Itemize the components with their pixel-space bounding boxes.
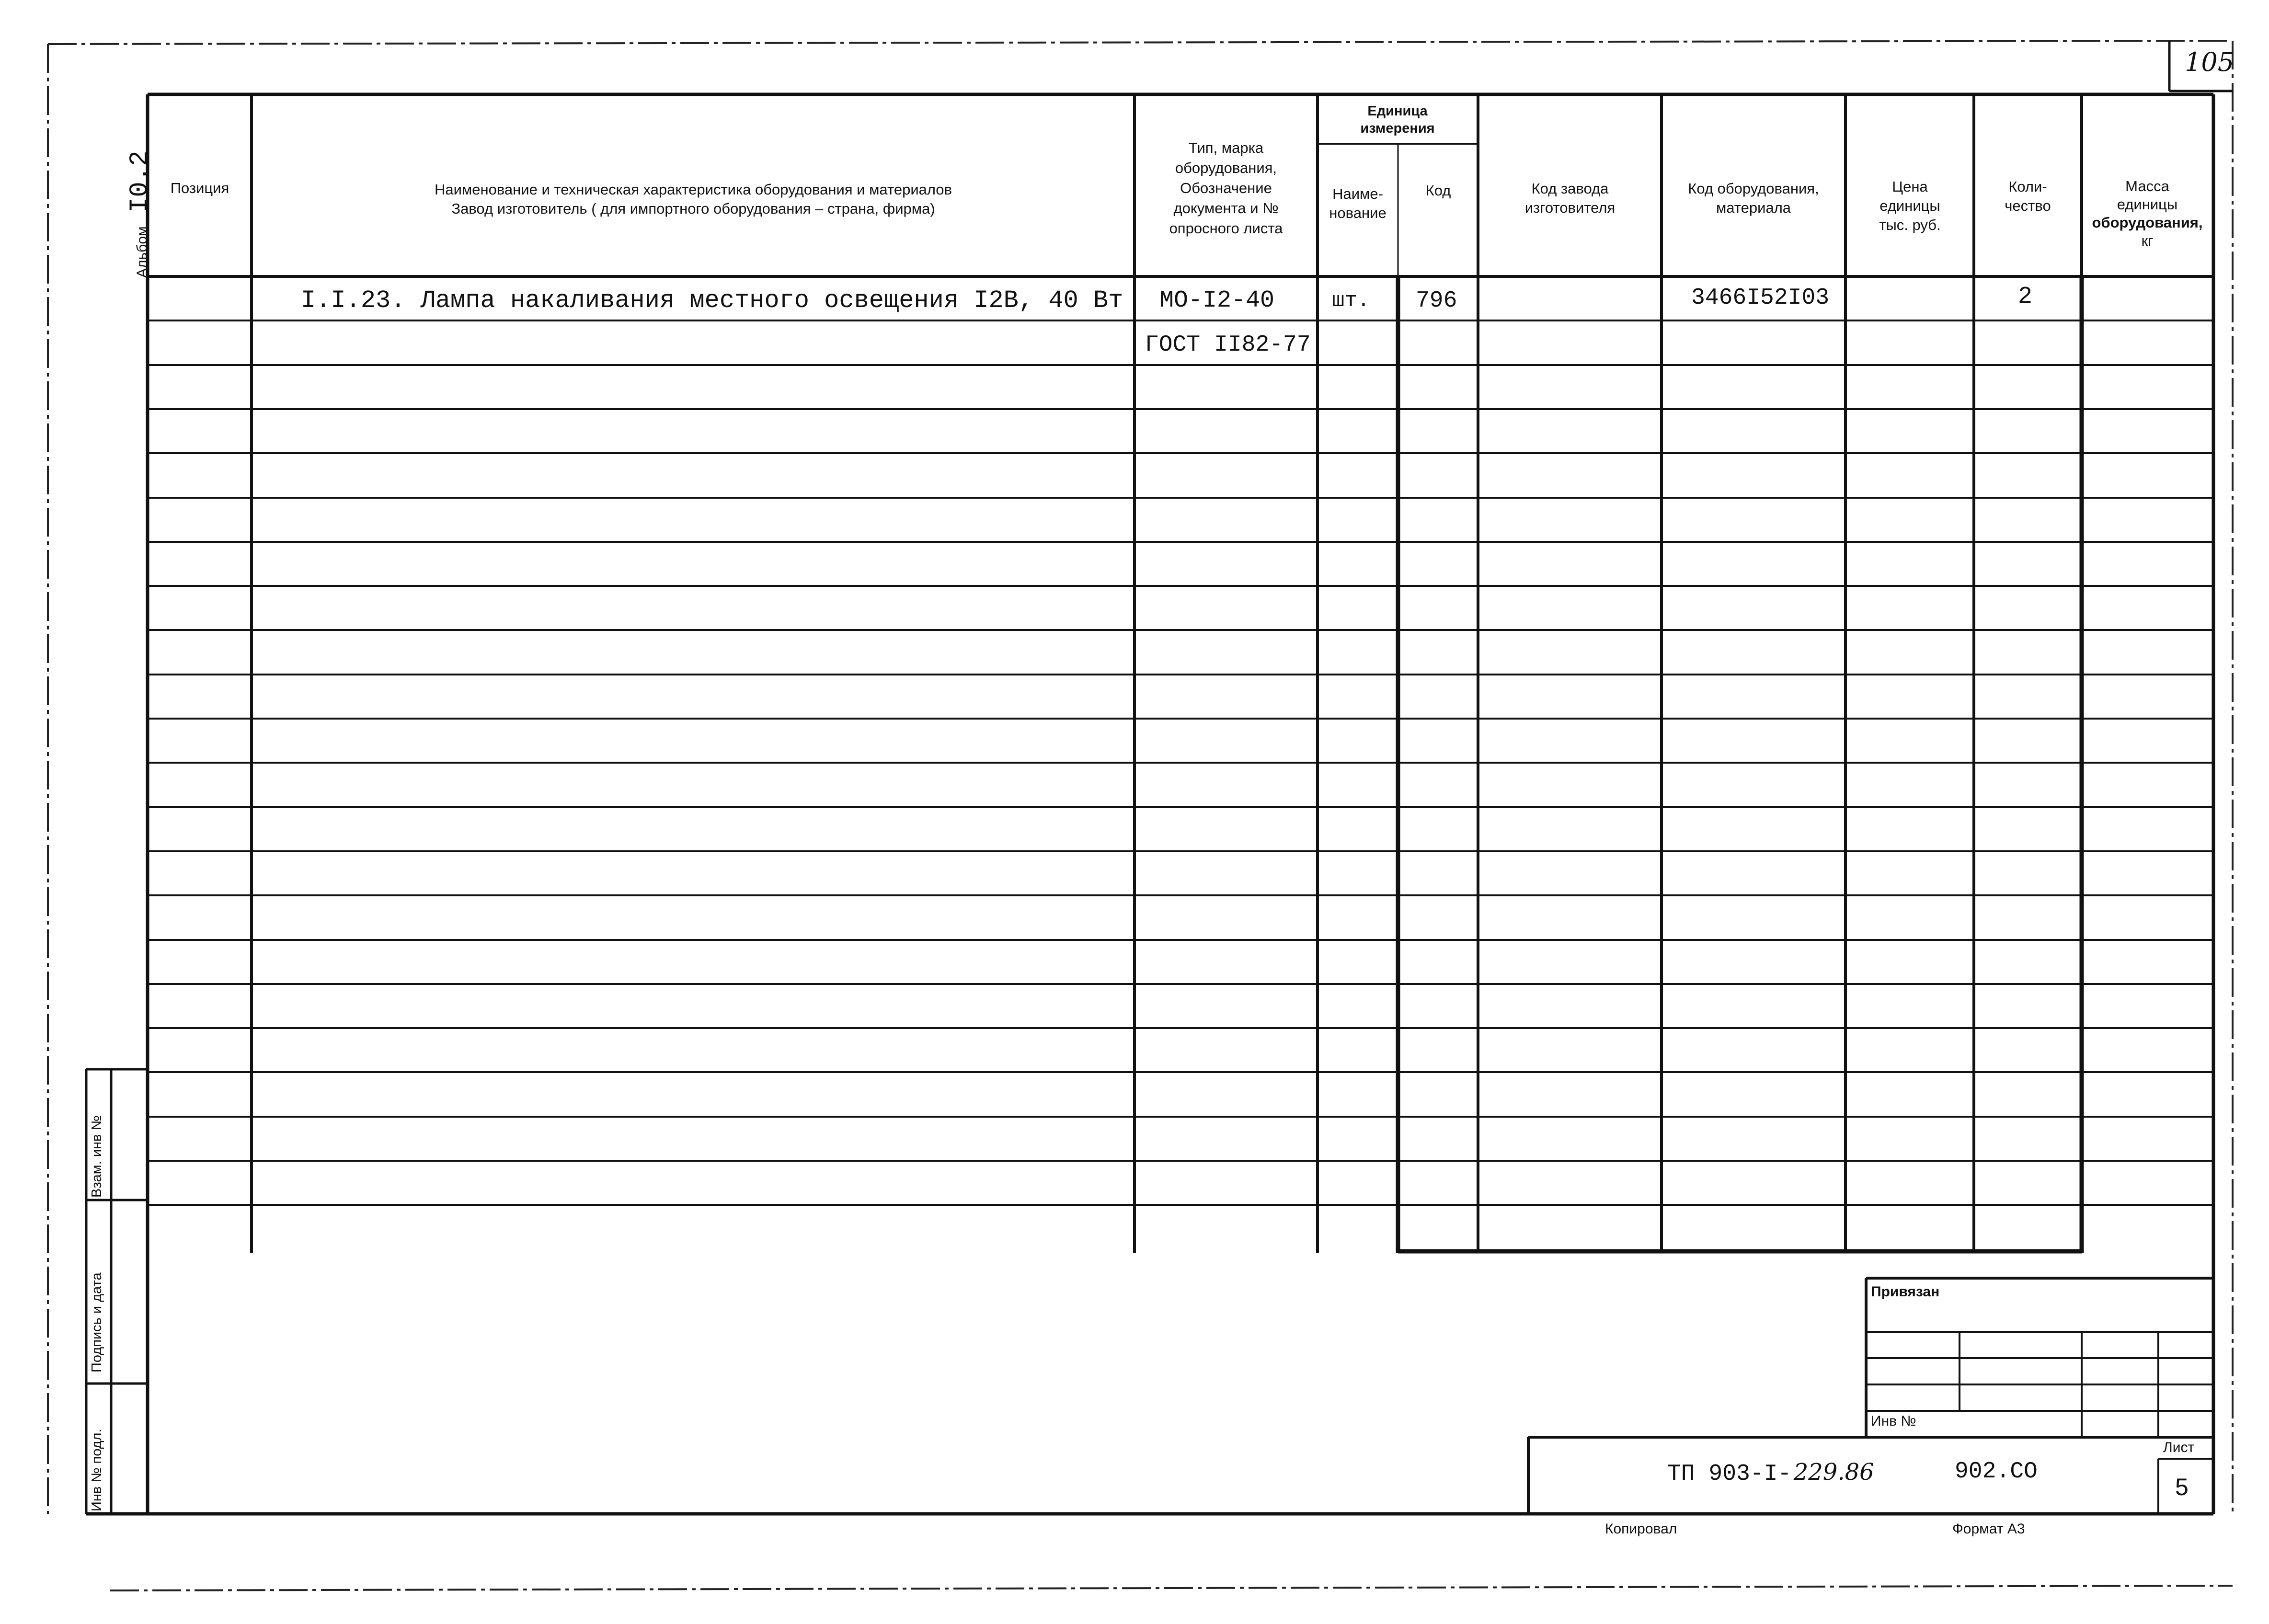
header-quantity-line: Коли- xyxy=(2008,178,2047,195)
document-code xyxy=(1667,1459,1874,1487)
header-factory-line: изготовителя xyxy=(1524,199,1616,216)
header-unit-code: Код xyxy=(1425,182,1451,199)
header-position: Позиция xyxy=(170,180,229,196)
header-equipment-line: материала xyxy=(1716,199,1791,216)
header-mass-line: единицы xyxy=(2117,196,2178,213)
doc-code-handwritten: 229.86 xyxy=(1793,1459,1874,1486)
header-quantity-line: чество xyxy=(2005,197,2051,214)
row-name: I.I.23. Лампа накаливания местного освещения I2В, 40 Вт xyxy=(301,286,1123,315)
sheet-label: Лист xyxy=(2163,1440,2195,1455)
header-unit-group-line: измерения xyxy=(1360,121,1435,136)
header-quantity xyxy=(1975,177,2081,216)
header-mass xyxy=(2083,177,2212,250)
header-type-line: оборудования, xyxy=(1175,160,1277,176)
album-number: I0.2 xyxy=(126,150,155,213)
row-type: МО-I2-40 xyxy=(1159,287,1275,314)
row-unit-code: 796 xyxy=(1416,288,1457,314)
page-number: 105 xyxy=(2185,47,2235,77)
doc-code-suffix: 902.СО xyxy=(1955,1459,2038,1485)
header-type-line: документа и № xyxy=(1173,200,1279,217)
header-factory-code xyxy=(1479,179,1661,217)
stamp-signature-date: Подпись и дата xyxy=(89,1272,104,1372)
sheet-number: 5 xyxy=(2175,1474,2189,1500)
header-price-line: тыс. руб. xyxy=(1879,217,1941,233)
stamp-inv-replace: Взам. инв № xyxy=(89,1115,104,1198)
inv-label: Инв № xyxy=(1871,1413,1916,1429)
header-price xyxy=(1847,177,1973,235)
header-name xyxy=(253,180,1134,218)
row-type: ГОСТ II82-77 xyxy=(1145,332,1311,358)
header-unit-name-line: Наиме- xyxy=(1332,185,1383,202)
header-price-line: единицы xyxy=(1879,197,1940,214)
header-price-line: Цена xyxy=(1892,178,1928,195)
header-name-line1: Наименование и техническая характеристика оборудования и материалов xyxy=(434,181,952,198)
footer-copied: Копировал xyxy=(1605,1521,1677,1537)
header-factory-line: Код завода xyxy=(1531,180,1609,197)
header-unit-name xyxy=(1318,184,1397,223)
row-equipment-code: 3466I52I03 xyxy=(1691,285,1830,311)
header-type xyxy=(1135,138,1317,239)
row-quantity: 2 xyxy=(2018,283,2033,310)
doc-code-prefix: ТП 903-I- xyxy=(1667,1461,1792,1487)
album-label xyxy=(126,134,155,278)
album-text: Альбом xyxy=(134,226,150,278)
row-unit-name: шт. xyxy=(1332,289,1370,313)
header-mass-line: оборудования, xyxy=(2092,214,2203,231)
header-unit-name-line: нование xyxy=(1329,205,1387,221)
bound-label: Привязан xyxy=(1871,1284,1940,1300)
header-type-line: опросного листа xyxy=(1169,220,1283,237)
header-unit-group xyxy=(1318,103,1477,137)
header-unit-group-line: Единица xyxy=(1367,103,1428,119)
header-equipment-code xyxy=(1662,179,1845,217)
header-name-line2: Завод изготовитель ( для импортного оборудования – страна, фирма) xyxy=(451,200,935,217)
footer-format: Формат А3 xyxy=(1952,1521,2025,1537)
header-type-line: Тип, марка xyxy=(1188,139,1264,156)
stamp-inv-original: Инв № подл. xyxy=(89,1429,104,1511)
header-mass-line: кг xyxy=(2141,232,2154,249)
header-mass-line: Масса xyxy=(2125,178,2169,194)
header-type-line: Обозначение xyxy=(1180,180,1272,196)
header-equipment-line: Код оборудования, xyxy=(1688,180,1819,197)
